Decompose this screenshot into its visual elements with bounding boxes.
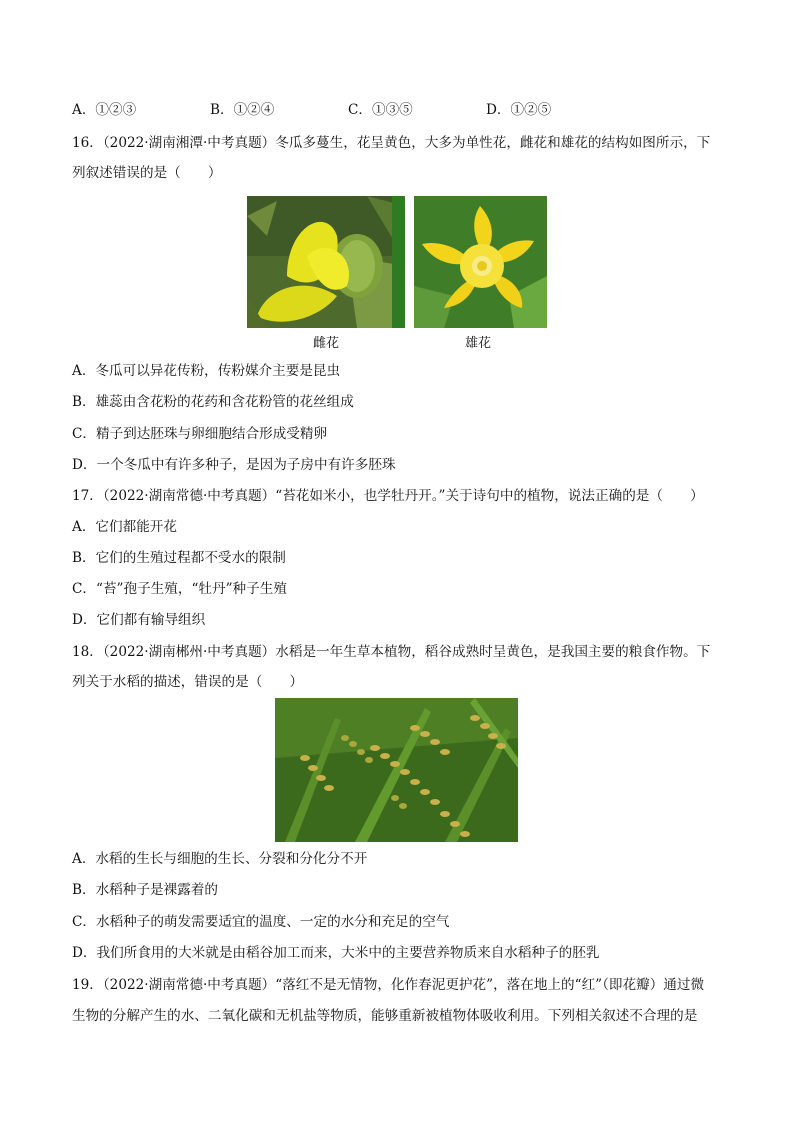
female-flower-image: [247, 196, 405, 328]
q17-option-a: A．它们都能开花: [72, 519, 177, 535]
q15-option-c: C．①③⑤: [348, 102, 413, 118]
female-flower-caption: 雌花: [312, 336, 339, 351]
male-flower-caption: 雄花: [464, 336, 491, 351]
q16-option-a: A．冬瓜可以异花传粉，传粉媒介主要是昆虫: [72, 363, 341, 379]
q18-stem-line1: 18．（2022·湖南郴州·中考真题）水稻是一年生草本植物，稻谷成熟时呈黄色，是我国主要的粮食作物。下: [72, 644, 711, 660]
q18-option-c: C．水稻种子的萌发需要适宜的温度、一定的水分和充足的空气: [72, 914, 450, 930]
q17-stem: 17．（2022·湖南常德·中考真题）“苔花如米小，也学牡丹开。”关于诗句中的植物，说法正确的是（ ）: [72, 488, 704, 504]
male-flower-image: [414, 196, 547, 328]
q18-option-d: D．我们所食用的大米就是由稻谷加工而来，大米中的主要营养物质来自水稻种子的胚乳: [72, 945, 600, 961]
q16-stem-line1: 16．（2022·湖南湘潭·中考真题）冬瓜多蔓生，花呈黄色，大多为单性花，雌花和雄花的结构如图所示，下: [72, 135, 711, 151]
q19-stem-line1: 19．（2022·湖南常德·中考真题）“落红不是无情物，化作春泥更护花”，落在地上的“红”（即花瓣）通过微: [72, 977, 705, 993]
q15-options: [72, 100, 722, 120]
q16-option-d: D．一个冬瓜中有许多种子，是因为子房中有许多胚珠: [72, 457, 396, 473]
q19-stem-line2: 生物的分解产生的水、二氧化碳和无机盐等物质，能够重新被植物体吸收利用。下列相关叙述不合理的是: [72, 1008, 698, 1024]
q16-stem-line2: 列叙述错误的是（ ）: [72, 165, 222, 181]
q16-option-c: C．精子到达胚珠与卵细胞结合形成受精卵: [72, 426, 328, 442]
q15-option-a: A．①②③: [72, 102, 137, 118]
q18-stem-line2: 列关于水稻的描述，错误的是（ ）: [72, 674, 304, 690]
q17-option-b: B．它们的生殖过程都不受水的限制: [72, 550, 286, 566]
q15-option-d: D．①②⑤: [486, 102, 552, 118]
q17-option-c: C．“苔”孢子生殖，“牡丹”种子生殖: [72, 581, 287, 597]
q18-option-a: A．水稻的生长与细胞的生长、分裂和分化分不开: [72, 851, 368, 867]
q15-option-b: B．①②④: [210, 102, 275, 118]
q16-option-b: B．雄蕊由含花粉的花药和含花粉管的花丝组成: [72, 394, 354, 410]
rice-image: [275, 698, 518, 842]
q18-option-b: B．水稻种子是裸露着的: [72, 882, 218, 898]
q17-option-d: D．它们都有输导组织: [72, 612, 206, 628]
